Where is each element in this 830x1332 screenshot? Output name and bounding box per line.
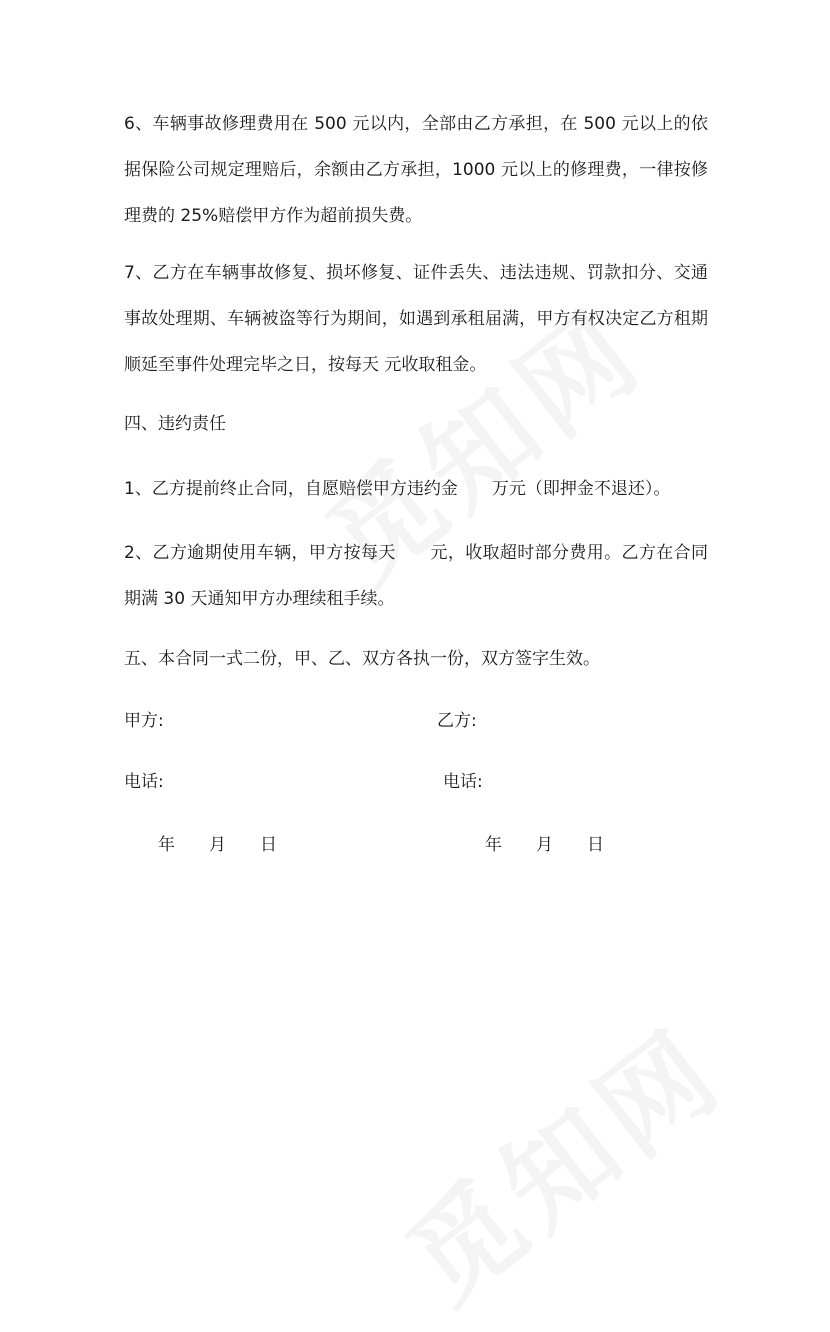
date-a: 年 月 日 xyxy=(158,835,277,855)
party-b-label: 乙方: xyxy=(437,711,477,731)
phone-a-label: 电话: xyxy=(124,772,164,792)
clause-4-2: 2、乙方逾期使用车辆，甲方按每天 元，收取超时部分费用。乙方在合同期满 30 天通知甲方办理续租手续。 xyxy=(124,543,708,609)
clause-4-1: 1、乙方提前终止合同，自愿赔偿甲方违约金 万元（即押金不退还）。 xyxy=(124,479,671,499)
clause-5: 五、本合同一式二份，甲、乙、双方各执一份，双方签字生效。 xyxy=(124,649,600,669)
clause-7: 7、乙方在车辆事故修复、损坏修复、证件丢失、违法违规、罚款扣分、交通事故处理期、车辆被盗等行为期间，如遇到承租届满，甲方有权决定乙方租期顺延至事件处理完毕之日，按每天 元收取租金。 xyxy=(124,263,708,375)
party-a-label: 甲方: xyxy=(124,711,164,731)
watermark xyxy=(370,986,751,1332)
clause-6: 6、车辆事故修理费用在 500 元以内，全部由乙方承担，在 500 元以上的依据保险公司规定理赔后，余额由乙方承担，1000 元以上的修理费，一律按修理费的 25%赔偿甲方作为超前损失费。 xyxy=(124,114,708,226)
phone-b-label: 电话: xyxy=(443,772,483,792)
section-heading: 四、违约责任 xyxy=(124,414,226,434)
date-b: 年 月 日 xyxy=(485,835,604,855)
